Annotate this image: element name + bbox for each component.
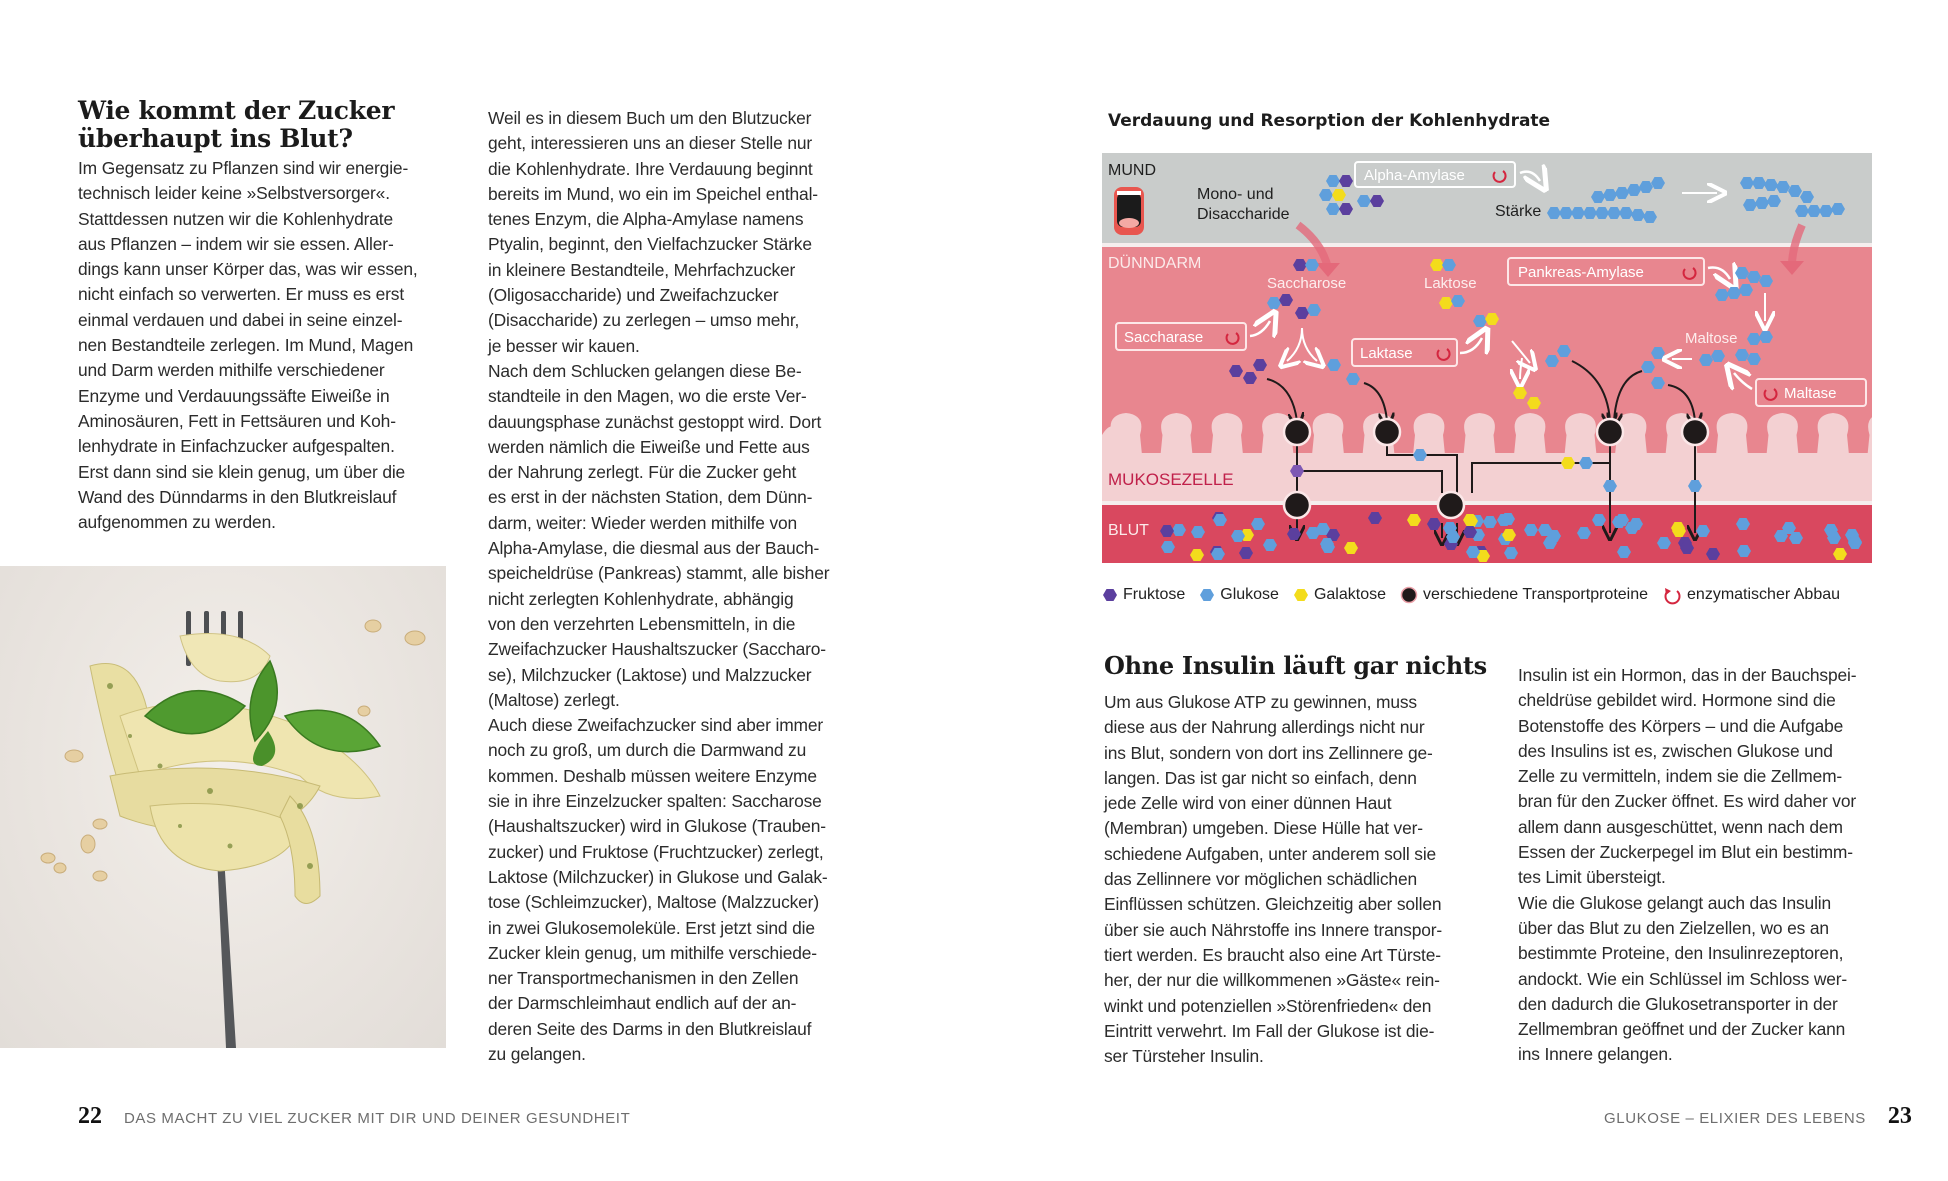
svg-text:Disaccharide: Disaccharide — [1197, 206, 1290, 223]
text-line: jede Zelle wird von einer dünnen Haut — [1104, 793, 1392, 814]
text-line: tenes Enzym, die Alpha-Amylase namens — [488, 209, 804, 230]
enzyme-pankreas-amylase — [1508, 258, 1704, 285]
text-line: Laktose (Milchzucker) in Glukose und Galak- — [488, 866, 828, 887]
hexagon-glukose-icon — [1199, 588, 1215, 602]
hexagon-fruktose-icon — [1102, 588, 1118, 602]
text-line: es erst in der nächsten Station, dem Dünn- — [488, 487, 813, 508]
pasta-photo — [0, 566, 446, 1048]
diagram-legend — [1102, 585, 1848, 605]
zone-label-duenndarm: DÜNNDARM — [1108, 255, 1202, 272]
text-line: tes Limit übersteigt. — [1518, 867, 1666, 888]
text-line: zucker) und Fruktose (Fruchtzucker) zerlegt, — [488, 841, 824, 862]
text-line: in zwei Glukosemoleküle. Erst jetzt sind die — [488, 917, 815, 938]
svg-text:Maltose: Maltose — [1685, 330, 1738, 347]
text-line: langen. Das ist gar nicht so einfach, denn — [1104, 767, 1417, 788]
text-line: dings kann unser Körper das, was wir essen, — [78, 259, 418, 280]
text-line: Nach dem Schlucken gelangen diese Be- — [488, 360, 802, 381]
svg-text:Maltase: Maltase — [1784, 385, 1837, 402]
text-line: Auch diese Zweifachzucker sind aber immer — [488, 715, 824, 736]
text-line: darm, weiter: Wieder werden mithilfe von — [488, 512, 798, 533]
legend-item: enzymatischer Abbau — [1662, 585, 1840, 605]
text-line: zu gelangen. — [488, 1043, 586, 1064]
legend-item: Fruktose — [1102, 586, 1185, 604]
enzyme-alpha-amylase — [1355, 162, 1515, 187]
text-line: Essen der Zuckerpegel im Blut ein bestimm- — [1518, 842, 1853, 863]
text-line: diese aus der Nahrung allerdings nicht nur — [1104, 717, 1425, 738]
text-line: kommen. Deshalb müssen weitere Enzyme — [488, 765, 817, 786]
enzyme-laktase — [1352, 339, 1457, 366]
text-line: die Kohlenhydrate. Ihre Verdauung beginnt — [488, 158, 813, 179]
text-line: in kleinere Bestandteile, Mehrfachzucker — [488, 259, 796, 280]
running-head-right: GLUKOSE – ELIXIER DES LEBENS — [1604, 1110, 1866, 1127]
text-line: Eintritt verwehrt. Im Fall der Glukose ist die- — [1104, 1020, 1435, 1041]
text-line: allem dann ausgeschüttet, wenn nach dem — [1518, 816, 1843, 837]
text-line: tose (Schleimzucker), Maltose (Malzzucker) — [488, 892, 819, 913]
text-line: andockt. Wie ein Schlüssel im Schloss wer- — [1518, 968, 1848, 989]
text-line: (Maltose) zerlegt. — [488, 689, 620, 710]
text-line: bran für den Zucker öffnet. Es wird daher vor — [1518, 791, 1857, 812]
text-line: (Oligosaccharide) und Zweifachzucker — [488, 285, 779, 306]
text-line: Wand des Dünndarms in den Blutkreislauf — [78, 486, 397, 507]
text-line: (Membran) umgeben. Diese Hülle hat ver- — [1104, 818, 1423, 839]
text-line: speicheldrüse (Pankreas) stammt, alle bisher — [488, 563, 830, 584]
text-line: tiert werden. Es braucht also eine Art Türste- — [1104, 944, 1441, 965]
text-line: her, der nur die willkommenen »Gäste« rein- — [1104, 970, 1440, 991]
svg-text:Saccharose: Saccharose — [1267, 275, 1347, 292]
text-line: aufgenommen zu werden. — [78, 512, 276, 533]
text-line: standteile in den Magen, wo die erste Ver- — [488, 386, 807, 407]
text-line: nen Bestandteile zerlegen. Im Mund, Magen — [78, 335, 414, 356]
legend-item: verschiedene Transportproteine — [1400, 586, 1648, 604]
text-line: Botenstoffe des Körpers – und die Aufgabe — [1518, 715, 1844, 736]
heading-line: Wie kommt der Zucker — [78, 96, 395, 125]
zone-label-blut: BLUT — [1108, 522, 1149, 539]
text-line: nicht einfach so verwerten. Er muss es erst — [78, 284, 405, 305]
mouth-icon — [1114, 187, 1144, 235]
pasta-fork-illustration — [0, 566, 446, 1048]
text-line: Im Gegensatz zu Pflanzen sind wir energie- — [78, 158, 409, 178]
text-line: ner Transportmechanismen in den Zellen — [488, 968, 799, 989]
text-line: winkt und potenziellen »Störenfrieden« den — [1104, 995, 1432, 1016]
enzyme-saccharase — [1116, 323, 1246, 350]
text-line: werden nämlich die Eiweiße und Fette aus — [488, 436, 810, 457]
svg-text:Saccharase: Saccharase — [1124, 329, 1204, 346]
diagram-title: Verdauung und Resorption der Kohlenhydrate — [1108, 111, 1551, 131]
text-line: bereits im Mund, wo ein im Speichel enthal- — [488, 183, 818, 204]
legend-item: Galaktose — [1293, 586, 1386, 604]
text-line: Ptyalin, beginnt, den Vielfachzucker Stärke — [488, 234, 812, 255]
text-line: das Zellinnere vor möglichen schädlichen — [1104, 869, 1418, 890]
text-line: dauungsphase zunächst gestoppt wird. Dort — [488, 411, 822, 432]
text-line: (Haushaltszucker) wird in Glukose (Trauben- — [488, 816, 826, 837]
text-line: Stattdessen nutzen wir die Kohlenhydrate — [78, 208, 393, 229]
page-number-left: 22 — [78, 1103, 102, 1129]
text-line: von den verzehrten Lebensmitteln, in die — [488, 613, 796, 634]
left-footer — [78, 1103, 630, 1130]
transport-protein-icon — [1400, 586, 1418, 604]
page-number-right: 23 — [1887, 1103, 1912, 1129]
digestion-diagram — [1102, 153, 1872, 563]
text-line: Einflüssen schützen. Gleichzeitig aber sollen — [1104, 894, 1442, 915]
text-line: Insulin ist ein Hormon, das in der Bauchspei- — [1518, 665, 1857, 685]
right-column-1-text — [1104, 690, 1504, 1069]
section-heading-insulin: Ohne Insulin läuft gar nichts — [1104, 651, 1487, 680]
running-head-left: DAS MACHT ZU VIEL ZUCKER MIT DIR UND DEINER GESUNDHEIT — [124, 1110, 631, 1127]
text-line: aus Pflanzen – indem wir sie essen. Aller- — [78, 233, 394, 254]
svg-text:Laktose: Laktose — [1424, 275, 1477, 292]
text-line: des Insulins ist es, zwischen Glukose und — [1518, 740, 1833, 761]
text-line: Zucker klein genug, um mithilfe verschiede- — [488, 942, 817, 963]
text-line: Weil es in diesem Buch um den Blutzucker — [488, 108, 812, 128]
text-line: Enzyme und Verdauungssäfte Eiweiße in — [78, 385, 390, 406]
text-line: über das Blut zu den Zielzellen, wo es an — [1518, 917, 1829, 938]
right-column-2-text — [1518, 663, 1918, 1068]
text-line: Um aus Glukose ATP zu gewinnen, muss — [1104, 692, 1417, 712]
text-line: der Nahrung zerlegt. Für die Zucker geht — [488, 462, 797, 483]
text-line: sie in ihre Einzelzucker spalten: Saccharose — [488, 791, 822, 812]
zone-label-mukosezelle: MUKOSEZELLE — [1108, 470, 1234, 489]
heading-line: überhaupt ins Blut? — [78, 124, 353, 153]
svg-text:Stärke: Stärke — [1495, 203, 1542, 220]
svg-text:Alpha-Amylase: Alpha-Amylase — [1364, 167, 1465, 184]
text-line: ser Türsteher Insulin. — [1104, 1046, 1264, 1067]
legend-item: Glukose — [1199, 586, 1279, 604]
text-line: lenhydrate in Einfachzucker aufgespalten. — [78, 436, 395, 457]
text-line: se), Milchzucker (Laktose) und Malzzucker — [488, 664, 812, 685]
text-line: und Darm werden mithilfe verschiedener — [78, 360, 385, 381]
text-line: noch zu groß, um durch die Darmwand zu — [488, 740, 807, 761]
text-line: nicht zerlegten Kohlenhydrate, abhängig — [488, 588, 794, 609]
text-line: Zweifachzucker Haushaltszucker (Saccharo- — [488, 639, 826, 660]
text-line: Zelle zu vermitteln, indem sie die Zellmem- — [1518, 766, 1843, 787]
left-column-text — [78, 156, 458, 535]
zone-label-mund: MUND — [1108, 162, 1156, 179]
text-line: bestimmte Proteine, den Insulinrezeptoren, — [1518, 943, 1844, 964]
svg-text:Mono- und: Mono- und — [1197, 186, 1274, 203]
text-line: Aminosäuren, Fett in Fettsäuren und Koh- — [78, 410, 396, 431]
text-line: (Disaccharide) zu zerlegen – umso mehr, — [488, 310, 800, 331]
text-line: Alpha-Amylase, die diesmal aus der Bauch- — [488, 538, 820, 559]
text-line: ins Innere gelangen. — [1518, 1044, 1673, 1065]
text-line: schiedene Aufgaben, unter anderem soll sie — [1104, 843, 1437, 864]
enzyme-cycle-icon — [1662, 585, 1682, 605]
text-line: Wie die Glukose gelangt auch das Insulin — [1518, 892, 1832, 913]
text-line: geht, interessieren uns an dieser Stelle nur — [488, 133, 813, 154]
section-heading-blood — [78, 97, 394, 153]
svg-text:Pankreas-Amylase: Pankreas-Amylase — [1518, 264, 1644, 281]
text-line: einmal verdauen und dabei in seine einzel- — [78, 309, 403, 330]
text-line: technisch leider keine »Selbstversorger«. — [78, 183, 390, 204]
middle-column-text — [488, 106, 868, 1067]
text-line: ins Blut, sondern von dort ins Zellinnere ge- — [1104, 742, 1433, 763]
enzyme-maltase — [1756, 379, 1866, 406]
text-line: Erst dann sind sie klein genug, um über die — [78, 461, 406, 482]
text-line: Zellmembran geöffnet und der Zucker kann — [1518, 1019, 1846, 1040]
text-line: cheldrüse gebildet wird. Hormone sind die — [1518, 690, 1836, 711]
svg-text:Laktase: Laktase — [1360, 345, 1413, 362]
text-line: je besser wir kauen. — [488, 335, 640, 356]
right-footer — [1604, 1103, 1912, 1130]
text-line: der Darmschleimhaut endlich auf der an- — [488, 993, 797, 1014]
text-line: den dadurch die Glukosetransporter in der — [1518, 993, 1838, 1014]
text-line: deren Seite des Darms in den Blutkreislauf — [488, 1018, 812, 1039]
hexagon-galaktose-icon — [1293, 588, 1309, 602]
text-line: über sie auch Nährstoffe ins Innere transpor- — [1104, 919, 1443, 940]
